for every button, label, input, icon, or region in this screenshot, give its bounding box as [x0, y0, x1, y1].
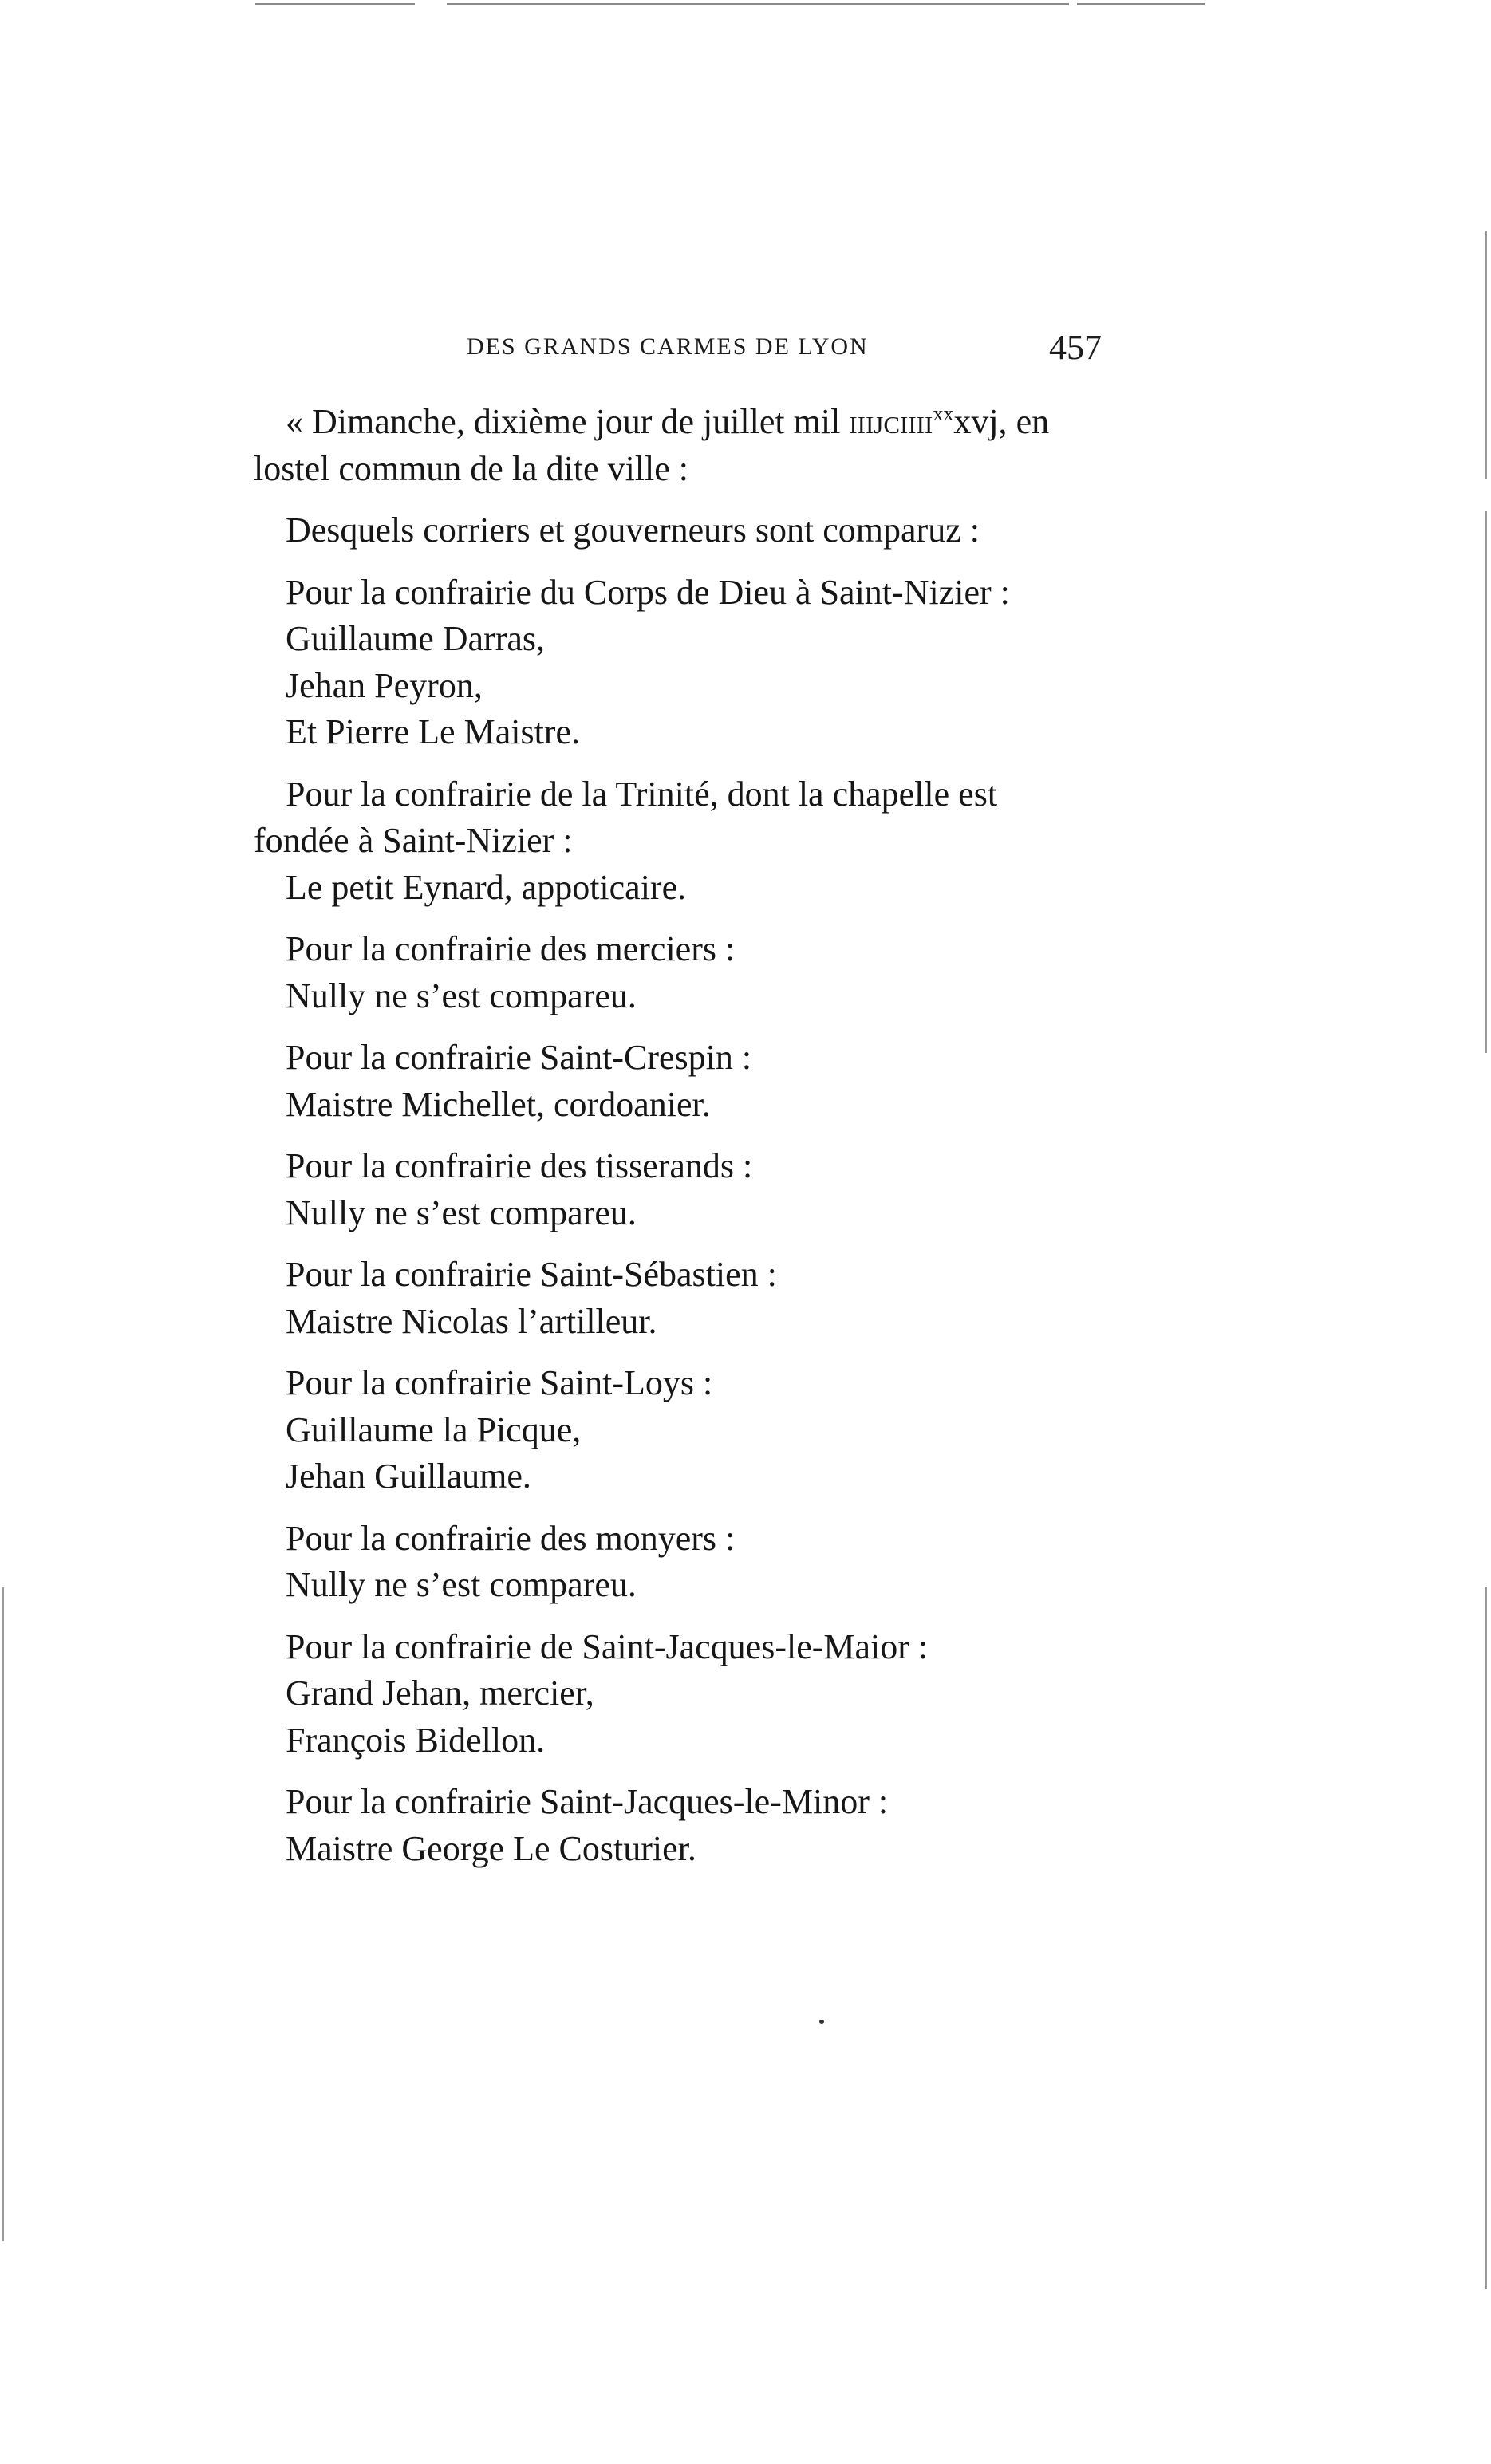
member-name: Grand Jehan, mercier,	[286, 1674, 594, 1713]
member-name: Jehan Peyron,	[286, 665, 483, 705]
word: chapelle	[832, 774, 950, 814]
word: Trinité,	[615, 774, 719, 814]
member-name: Nully ne s’est compareu.	[286, 1565, 637, 1604]
word: dont	[727, 774, 790, 814]
superscript-xx: xx	[933, 402, 954, 425]
member-name: Nully ne s’est compareu.	[286, 1193, 637, 1232]
confrairie-heading: Pour la confrairie Saint-Loys :	[286, 1363, 713, 1402]
body-text	[254, 391, 1104, 1887]
confrairie-entry	[254, 1252, 1104, 1345]
word: de	[661, 402, 694, 441]
confrairie-heading: Pour la confrairie des merciers :	[286, 929, 736, 968]
word: la	[582, 774, 608, 814]
scan-edge-left	[2, 1587, 4, 2241]
member-name: Et Pierre Le Maistre.	[286, 712, 580, 751]
intro-line-2: lostel commun de la dite ville :	[254, 448, 688, 488]
confrairie-heading: Pour la confrairie du Corps de Dieu à Saint-Nizier :	[286, 572, 1010, 612]
confrairie-heading: Pour la confrairie Saint-Crespin :	[286, 1038, 752, 1077]
roman-numeral-tail: xvj,	[953, 402, 1008, 441]
comparuz-line: Desquels corriers et gouverneurs sont comparuz :	[286, 511, 980, 550]
word: jour	[595, 402, 653, 441]
member-name: Le petit Eynard, appoticaire.	[286, 867, 687, 907]
member-name: Nully ne s’est compareu.	[286, 976, 637, 1015]
scan-rule-top	[343, 3, 415, 5]
ink-speck	[819, 2020, 824, 2024]
member-name: Maistre George Le Costurier.	[286, 1828, 696, 1868]
confrairie-entry	[254, 1779, 1104, 1872]
confrairie-heading-continued: fondée à Saint-Nizier :	[254, 821, 573, 860]
confrairie-entry	[254, 1624, 1104, 1764]
confrairie-heading: Pour la confrairie des tisserands :	[286, 1146, 753, 1185]
member-name: Jehan Guillaume.	[286, 1457, 531, 1496]
roman-numeral: iiijciiii	[849, 402, 933, 441]
word: de	[539, 774, 574, 814]
confrairie-entry	[254, 1143, 1104, 1236]
scan-edge-right	[1485, 511, 1487, 1053]
confrairie-entry	[254, 1035, 1104, 1128]
confrairie-heading: Pour la confrairie de Saint-Jacques-le-Maior :	[286, 1626, 929, 1666]
confrairie-heading: Pour la confrairie Saint-Jacques-le-Minor :	[286, 1782, 889, 1821]
word: est	[958, 774, 998, 814]
word: Dimanche,	[312, 402, 465, 441]
confrairie-entry	[254, 1516, 1104, 1609]
scan-edge-right	[1485, 231, 1487, 479]
word: juillet	[702, 402, 785, 441]
word: confrairie	[394, 774, 531, 814]
word: la	[361, 774, 386, 814]
confrairie-entry	[254, 926, 1104, 1019]
confrairie-entry	[254, 1360, 1104, 1500]
member-name: Maistre Michellet, cordoanier.	[286, 1084, 711, 1124]
word: Pour	[286, 774, 353, 814]
member-name: Maistre Nicolas l’artilleur.	[286, 1301, 657, 1341]
confrairie-heading: Pour la confrairie Saint-Sébastien :	[286, 1255, 777, 1294]
word: la	[798, 774, 824, 814]
word: «	[286, 402, 303, 441]
word: mil	[793, 402, 841, 441]
confrairie-heading: Pour la confrairie des monyers :	[286, 1518, 736, 1558]
intro-line-1	[254, 391, 1104, 446]
scan-rule-top	[1077, 3, 1205, 5]
page-number: 457	[1049, 328, 1102, 367]
confrairie-entry	[254, 570, 1104, 756]
word: en	[1016, 402, 1050, 441]
intro-paragraph	[254, 391, 1104, 492]
confrairie-entry	[254, 771, 1104, 912]
scan-rule-top	[447, 3, 1069, 5]
running-title: DES GRANDS CARMES DE LYON	[467, 333, 869, 360]
member-name: Guillaume la Picque,	[286, 1409, 582, 1449]
date-numeral	[849, 402, 1007, 441]
member-name: Guillaume Darras,	[286, 619, 545, 658]
confrairie-heading	[254, 771, 1104, 818]
member-name: François Bidellon.	[286, 1720, 546, 1760]
word: dixième	[473, 402, 587, 441]
comparuz-paragraph	[254, 507, 1104, 554]
scan-edge-right	[1485, 1587, 1487, 2289]
